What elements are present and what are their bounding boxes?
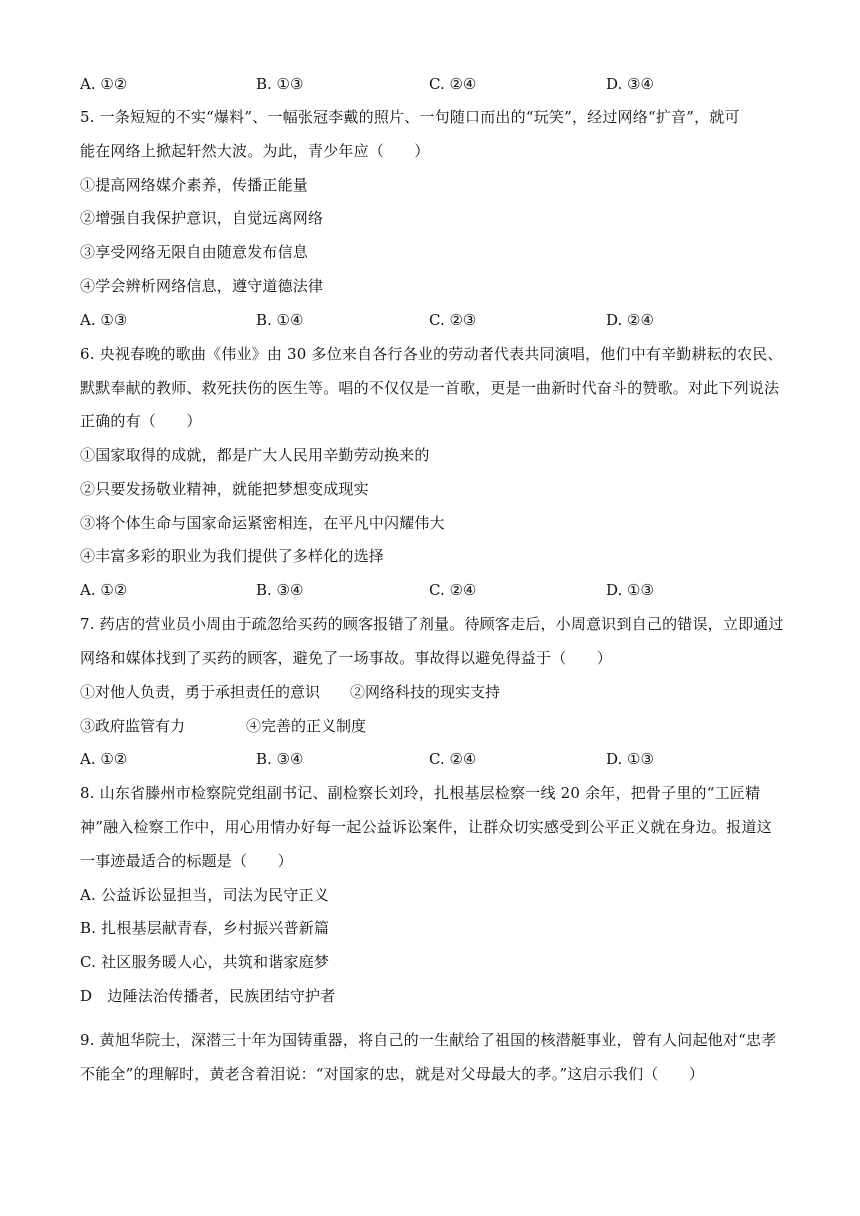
- q5-options: [80, 310, 780, 330]
- q5-item-4: ④学会辨析网络信息，遵守道德法律: [80, 277, 324, 295]
- q8-choice-b[interactable]: B. 扎根基层献青春，乡村振兴普新篇: [80, 919, 330, 937]
- q7-items-row-1: [80, 682, 780, 702]
- q7-option-c[interactable]: C. ②④: [429, 750, 477, 768]
- q7-item-3: ③政府监管有力: [80, 717, 186, 735]
- q5-stem-line-2: 能在网络上掀起轩然大波。为此，青少年应（ ）: [80, 142, 430, 160]
- q5-item-3: ③享受网络无限自由随意发布信息: [80, 243, 309, 261]
- q4-option-c[interactable]: C. ②④: [429, 75, 477, 93]
- q7-item-2: ②网络科技的现实支持: [350, 683, 501, 701]
- q6-item-2: ②只要发扬敬业精神，就能把梦想变成现实: [80, 480, 369, 498]
- q7-item-1: ①对他人负责，勇于承担责任的意识: [80, 683, 321, 701]
- q6-stem-line-2: 默默奉献的教师、救死扶伤的医生等。唱的不仅仅是一首歌，更是一曲新时代奋斗的赞歌。对此下列说法: [80, 379, 780, 397]
- q7-stem-line-2: 网络和媒体找到了买药的顾客，避免了一场事故。事故得以避免得益于（ ）: [80, 649, 613, 667]
- q5-option-d[interactable]: D. ②④: [606, 311, 654, 329]
- q6-option-a[interactable]: A. ①②: [80, 581, 128, 599]
- q6-option-c[interactable]: C. ②④: [429, 581, 477, 599]
- q6-stem-line-1: 6. 央视春晚的歌曲《伟业》由 30 多位来自各行各业的劳动者代表共同演唱，他们中有辛勤耕耘的农民、: [80, 345, 783, 363]
- q5-option-a[interactable]: A. ①③: [80, 311, 128, 329]
- q5-item-1: ①提高网络媒介素养，传播正能量: [80, 176, 309, 194]
- q5-option-b[interactable]: B. ①④: [256, 311, 304, 329]
- q8-choice-a[interactable]: A. 公益诉讼显担当，司法为民守正义: [80, 886, 329, 904]
- q6-item-4: ④丰富多彩的职业为我们提供了多样化的选择: [80, 547, 385, 565]
- q6-item-3: ③将个体生命与国家命运紧密相连，在平凡中闪耀伟大: [80, 514, 445, 532]
- q7-items-row-2: [80, 716, 780, 736]
- q5-option-c[interactable]: C. ②③: [429, 311, 477, 329]
- q6-stem-line-3: 正确的有（ ）: [80, 412, 202, 430]
- q7-option-b[interactable]: B. ③④: [256, 750, 304, 768]
- q4-option-b[interactable]: B. ①③: [256, 75, 304, 93]
- q5-stem-line-1: 5. 一条短短的不实“爆料”、一幅张冠李戴的照片、一句随口而出的“玩笑”，经过网络“扩音”，就可: [80, 108, 740, 126]
- q9-stem-line-1: 9. 黄旭华院士，深潜三十年为国铸重器，将自己的一生献给了祖国的核潜艇事业，曾有人问起他对“忠孝: [80, 1031, 777, 1049]
- q7-item-4: ④完善的正义制度: [246, 717, 367, 735]
- q8-stem-line-1: 8. 山东省滕州市检察院党组副书记、副检察长刘玲，扎根基层检察一线 20 余年，把骨子里的“工匠精: [80, 784, 761, 802]
- q6-option-b[interactable]: B. ③④: [256, 581, 304, 599]
- q4-option-a[interactable]: A. ①②: [80, 75, 128, 93]
- q6-options: [80, 580, 780, 600]
- q6-option-d[interactable]: D. ①③: [606, 581, 654, 599]
- q7-stem-line-1: 7. 药店的营业员小周由于疏忽给买药的顾客报错了剂量。待顾客走后，小周意识到自己的错误，立即通过: [80, 615, 784, 633]
- q9-stem-line-2: 不能全”的理解时，黄老含着泪说：“对国家的忠，就是对父母最大的孝。”这启示我们（ ）: [80, 1065, 705, 1083]
- q4-options: [80, 74, 780, 94]
- q8-stem-line-2: 神”融入检察工作中，用心用情办好每一起公益诉讼案件，让群众切实感受到公平正义就在身边。报道这: [80, 818, 772, 836]
- q4-option-d[interactable]: D. ③④: [606, 75, 654, 93]
- q7-options: [80, 749, 780, 769]
- q6-item-1: ①国家取得的成就，都是广大人民用辛勤劳动换来的: [80, 446, 430, 464]
- q8-choice-d[interactable]: D 边陲法治传播者，民族团结守护者: [80, 987, 336, 1005]
- q7-option-d[interactable]: D. ①③: [606, 750, 654, 768]
- q8-stem-line-3: 一事迹最适合的标题是（ ）: [80, 852, 293, 870]
- q5-item-2: ②增强自我保护意识，自觉远离网络: [80, 209, 324, 227]
- q7-option-a[interactable]: A. ①②: [80, 750, 128, 768]
- q8-choice-c[interactable]: C. 社区服务暖人心，共筑和谐家庭梦: [80, 953, 330, 971]
